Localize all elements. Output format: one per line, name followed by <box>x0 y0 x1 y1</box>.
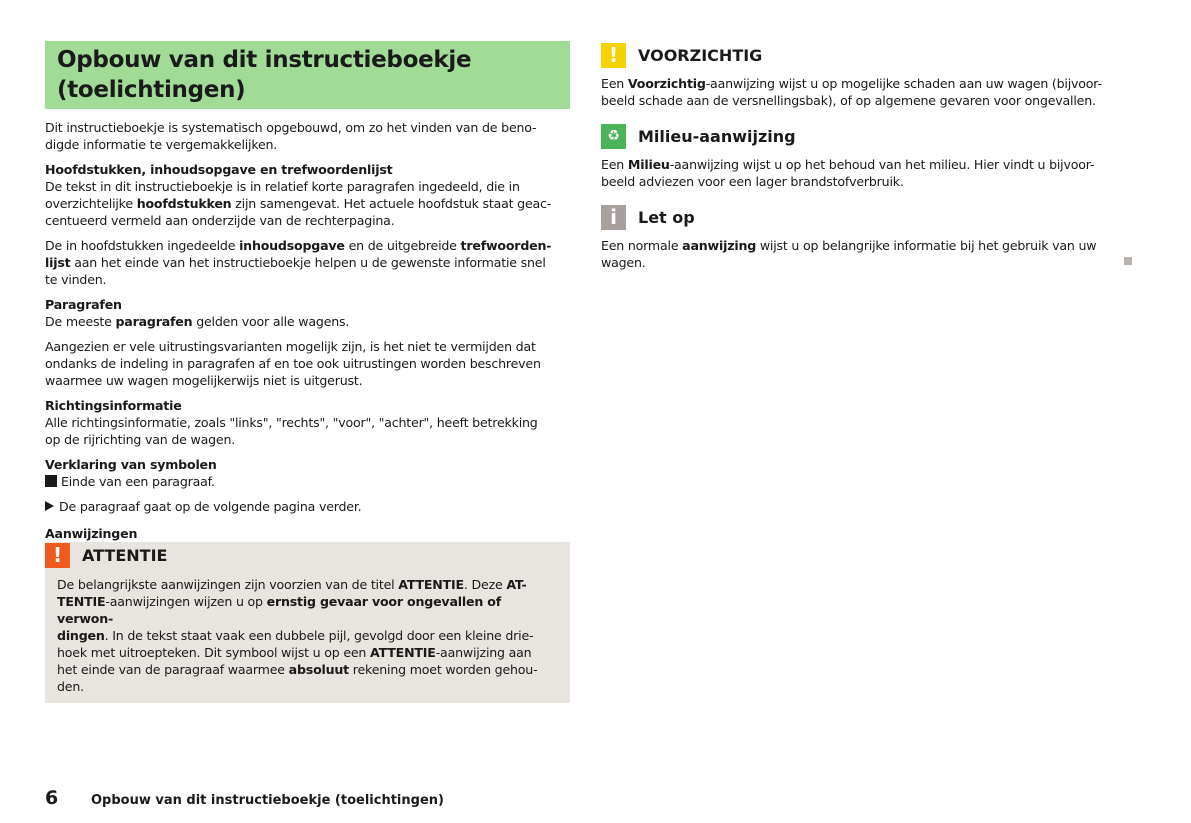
bold-text: AT- TENTIE <box>57 577 527 609</box>
section-heading: Richtingsinformatie <box>45 398 182 413</box>
environment-icon: ♻ <box>601 124 626 149</box>
bold-text: hoofdstukken <box>136 196 232 211</box>
text: -aanwijzing aan het einde van de paragraaf waarmee <box>57 645 532 677</box>
text: Een normale <box>601 238 683 253</box>
left-column <box>45 41 570 703</box>
text: gelden voor alle wagens. <box>192 314 350 329</box>
symbol-continue-label: De paragraaf gaat op de volgende pagina verder. <box>59 499 362 514</box>
text: Alle richtingsinformatie, zoals "links", "rechts", "voor", "achter", heeft betrekking op de rijrichting van de wagen. <box>45 415 538 447</box>
bold-text: ATTENTIE <box>370 645 436 660</box>
text: Een <box>601 76 628 91</box>
text: aan het einde van het instructieboekje helpen u de gewenste informatie snel te vinden. <box>45 255 546 287</box>
bold-text: Milieu <box>627 157 670 172</box>
paragraph <box>45 414 570 448</box>
page-number: 6 <box>45 787 59 809</box>
end-square-icon <box>45 475 57 487</box>
symbol-continue <box>45 498 570 515</box>
text: . In de tekst staat vaak een dubbele pijl, gevolgd door een kleine drie- hoek met uitroepteken. Dit symbool wijst u op een <box>57 628 534 660</box>
section-heading: Aanwijzingen <box>45 526 138 541</box>
section-heading: Paragrafen <box>45 297 122 312</box>
symbol-end <box>45 473 570 490</box>
voorzichtig-body <box>601 75 1131 109</box>
text: -aanwijzing wijst u op mogelijke schaden aan uw wagen (bijvoor- beeld schade aan de versnellingsbak), of op algemene gevaren voor ongevallen. <box>601 76 1102 108</box>
bold-text: Voorzichtig <box>627 76 706 91</box>
right-column <box>601 42 1131 279</box>
voorzichtig-title: VOORZICHTIG <box>638 45 763 65</box>
attentie-body <box>45 568 570 695</box>
bold-text: paragrafen <box>115 314 193 329</box>
letop-body <box>601 237 1131 271</box>
text: De belangrijkste aanwijzingen zijn voorzien van de titel <box>57 577 399 592</box>
symbol-end-label: Einde van een paragraaf. <box>61 474 215 489</box>
footer-chapter-title: Opbouw van dit instructieboekje (toelichtingen) <box>91 793 444 808</box>
text: -aanwijzing wijst u op het behoud van het milieu. Hier vindt u bijvoor- beeld adviezen voor een lager brandstofverbruik. <box>601 157 1095 189</box>
section-heading: Hoofdstukken, inhoudsopgave en trefwoordenlijst <box>45 162 393 177</box>
text: De in hoofdstukken ingedeelde <box>45 238 240 253</box>
attentie-box <box>45 542 570 703</box>
text: wijst u op belangrijke informatie bij het gebruik van uw wagen. <box>601 238 1097 270</box>
text: Dit instructieboekje is systematisch opgebouwd, om zo het vinden van de beno- digde informatie te vergemakkelijken. <box>45 120 537 152</box>
bold-text: ATTENTIE <box>398 577 464 592</box>
text: rekening moet worden gehou- den. <box>57 662 538 694</box>
bold-text: aanwijzing <box>682 238 757 253</box>
bold-text: absoluut <box>288 662 349 677</box>
text: . Deze <box>463 577 507 592</box>
text: en de uitgebreide <box>344 238 461 253</box>
paragraph <box>45 338 570 389</box>
triangle-right-icon <box>45 501 54 511</box>
milieu-body <box>601 156 1131 190</box>
exclamation-icon: ! <box>601 43 626 68</box>
milieu-title: Milieu-aanwijzing <box>638 126 796 146</box>
text: zijn samengevat. Het actuele hoofdstuk staat geac- centueerd vermeld aan onderzijde van de rechterpagina. <box>45 196 552 228</box>
paragraph <box>45 313 570 330</box>
bold-text: inhoudsopgave <box>239 238 345 253</box>
text: -aanwijzingen wijzen u op <box>105 594 267 609</box>
text: Een <box>601 157 628 172</box>
page-footer <box>45 787 444 809</box>
letop-title: Let op <box>638 207 695 227</box>
intro-paragraph <box>45 119 570 153</box>
text: Aangezien er vele uitrustingsvarianten mogelijk zijn, is het niet te vermijden dat ondanks de indeling in paragrafen af en toe ook uitrustingen worden beschreven waarmee uw wagen mogelijkerwijs niet is uitgerust. <box>45 339 541 388</box>
text: De meeste <box>45 314 116 329</box>
end-of-section-icon <box>1124 257 1132 265</box>
bold-text: ernstig gevaar voor ongevallen of verwon- dingen <box>57 594 501 643</box>
section-heading: Verklaring van symbolen <box>45 457 217 472</box>
info-icon: i <box>601 205 626 230</box>
text: De tekst in dit instructieboekje is in relatief korte paragrafen ingedeeld, die in overzichtelijke <box>45 179 520 211</box>
bold-text: trefwoorden- lijst <box>45 238 552 270</box>
exclamation-icon: ! <box>45 543 70 568</box>
attentie-title: ATTENTIE <box>82 545 168 565</box>
page-title: Opbouw van dit instructieboekje (toelichtingen) <box>45 41 570 109</box>
paragraph <box>45 237 570 288</box>
paragraph <box>45 178 570 229</box>
